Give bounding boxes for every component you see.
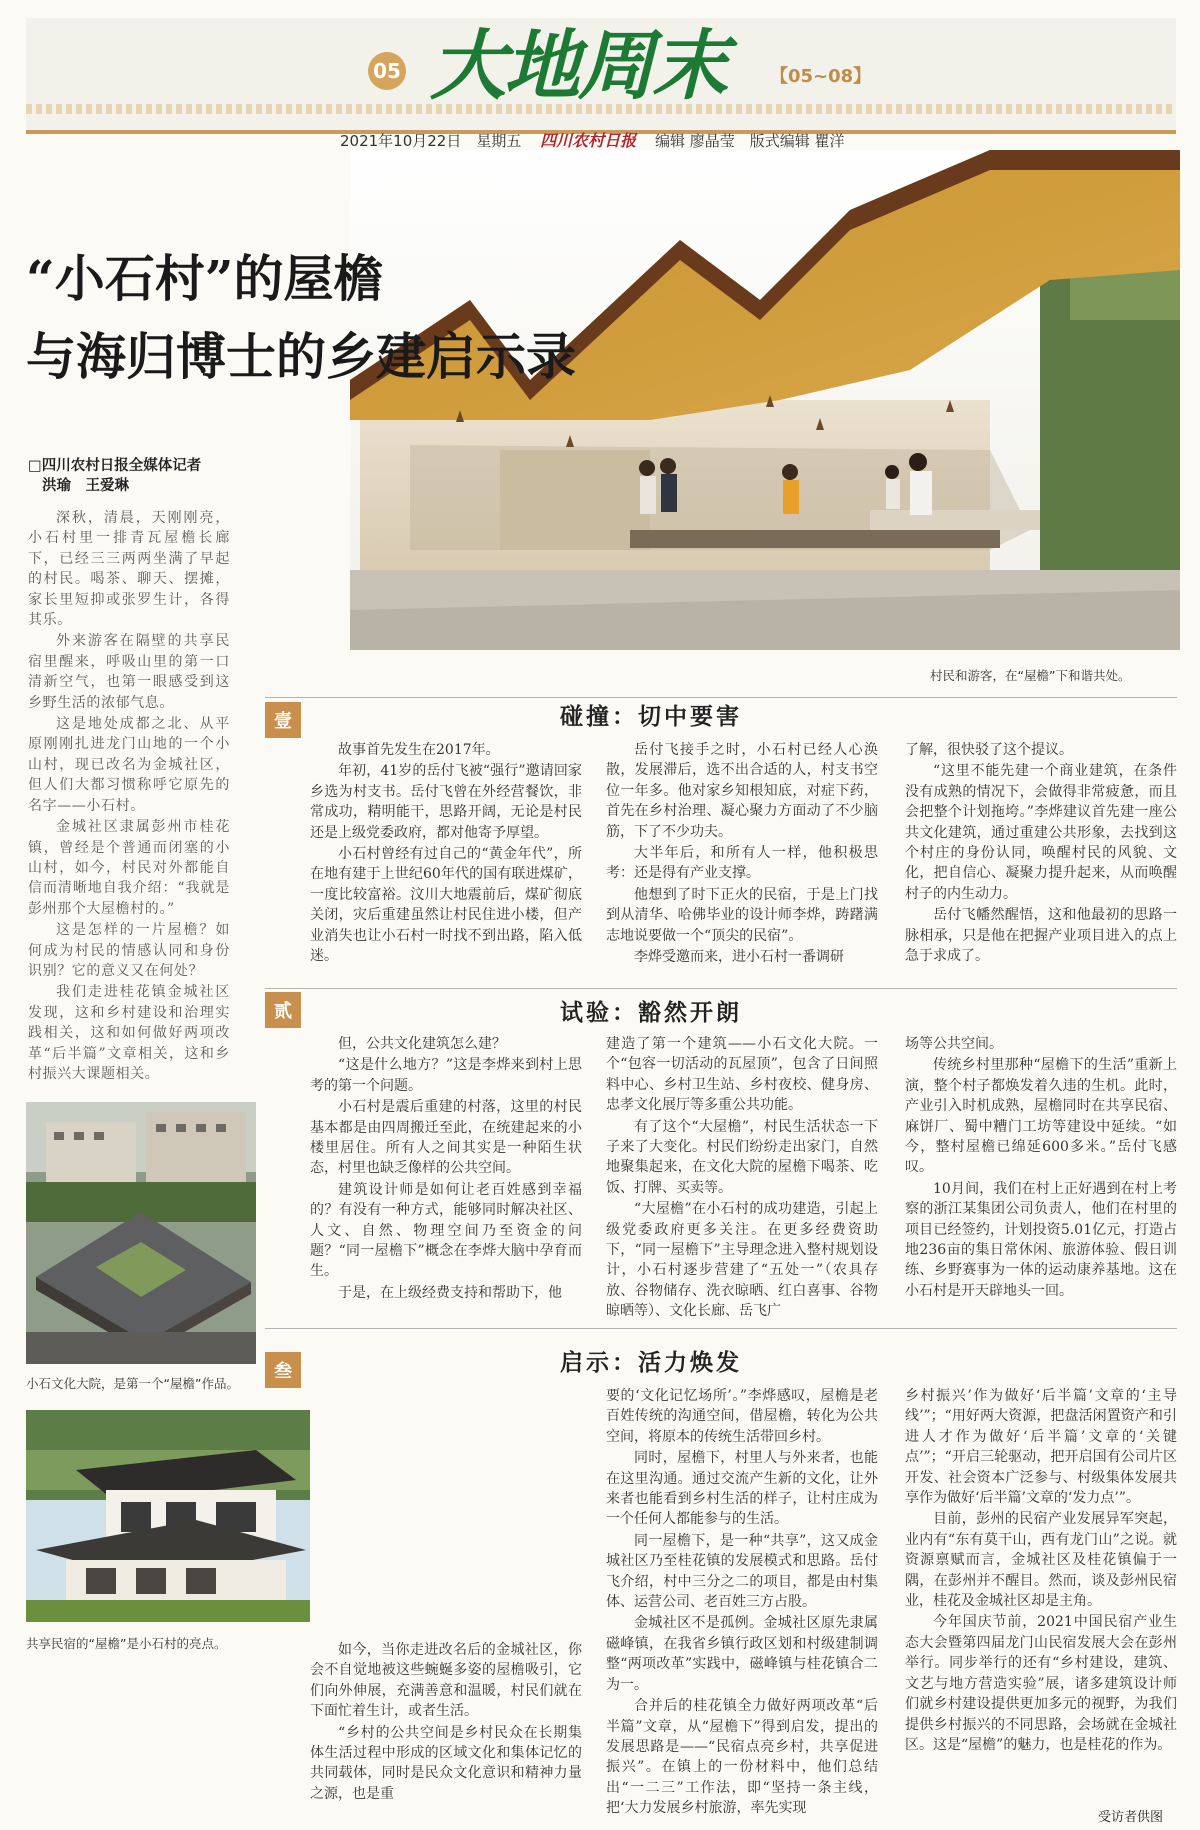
page-number-badge: 05 [368,52,406,90]
paragraph: 如今，当你走进改名后的金城社区，你会不自觉地被这些蜿蜒多姿的屋檐吸引，它们向外伸展，充满善意和温暖，村民们就在下面忙着生计，或者生活。 [310,1642,582,1720]
intro-paragraph: 这是怎样的一片屋檐？如何成为村民的情感认同和身份识别？它的意义又在何处？ [28,922,230,979]
section-1-column-1 [310,740,582,967]
paragraph: 合并后的桂花镇全力做好两项改革“后半篇”文章，从“屋檐下”得到启发，提出的发展思路是——“民宿点亮乡村，共享促进振兴”。在镇上的一份材料中，他们总结出“一二三”工作法，即“坚持一条主线，把‘大力发展乡村旅游，率先实现 [606,1698,878,1817]
paragraph: 同时，屋檐下，村里人与外来者，也能在这里沟通。通过交流产生新的文化，让外来者也能看到乡村生活的样子，让村庄成为一个任何人都能参与的生活。 [606,1450,878,1528]
section-1-title: 碰撞：切中要害 [560,703,742,730]
paragraph: 了解，很快驳了这个提议。 [905,742,1073,758]
editor-credits: 编辑 廖晶莹 版式编辑 瞿洋 [654,132,845,150]
section-2-column-3 [905,1034,1177,1302]
headline [26,240,576,396]
paragraph: 传统乡村里那种“屋檐下的生活”重新上演，整个村子都焕发着久违的生机。此时，产业引入时机成熟，屋檐同时在共享民宿、麻饼厂、蜀中糟门工坊等建设中延续。“如今，整村屋檐已绵延600多米。”岳付飞感叹。 [905,1057,1177,1176]
paragraph: “这里不能先建一个商业建筑，在条件没有成熟的情况下，会做得非常疲惫，而且会把整个计划拖垮。”李烨建议首先建一座公共文化建筑，通过重建公共形象，去找到这个村庄的身份认同，唤醒村民的风貌、文化，把自信心、凝聚力提升起来，从而唤醒村子的内生动力。 [905,763,1177,902]
hero-photo-illustration [350,150,1180,650]
paragraph: 建造了第一个建筑——小石文化大院。一个“包容一切活动的瓦屋顶”，包含了日间照料中心、乡村卫生站、乡村夜校、健身房、忠孝文化展厅等多重公共功能。 [606,1036,878,1114]
culture-courtyard-illustration [26,1102,256,1364]
section-2-title: 试验：豁然开朗 [560,999,742,1026]
paragraph: 要的‘文化记忆场所’。”李烨感叹，屋檐是老百姓传统的沟通空间，借屋檐，转化为公共空间，将原本的传统生活带回乡村。 [606,1388,878,1445]
section-1-marker: 壹 [265,702,301,738]
paragraph: 岳付飞接手之时，小石村已经人心涣散，发展滞后，选不出合适的人，村支书空位一年多。他对家乡知根知底，对症下药，首先在乡村治理、凝心聚力方面动了不少脑筋，下了不少功夫。 [606,742,878,840]
section-3-column-2 [606,1386,878,1820]
paragraph: 今年国庆节前，2021中国民宿产业生态大会暨第四届龙门山民宿发展大会在彭州举行。同步举行的还有“乡村建设，建筑、文艺与地方营造实验”展，诸多建筑设计师们就乡村建设提供更加多元的视野，为我们提供乡村振兴的不同思路，会场就在金城社区。这是“屋檐”的魅力，也是桂花的作为。 [905,1614,1177,1753]
paragraph: 目前，彭州的民宿产业发展异军突起，业内有“东有莫干山，西有龙门山”之说。就资源禀赋而言，金城社区及桂花镇偏于一隅，在彭州并不醒目。然而，谈及彭州民宿业，桂花及金城社区却是主角。 [905,1511,1177,1610]
headline-line-2: 与海归博士的乡建启示录 [26,327,576,386]
paragraph: 场等公共空间。 [905,1036,1003,1052]
paragraph: 大半年后，和所有人一样，他积极思考：还是得有产业支撑。 [606,845,878,882]
section-1-column-2 [606,740,878,968]
newspaper-logo: 四川农村日报 [540,131,637,150]
culture-courtyard-photo [26,1102,256,1364]
paragraph: 乡村振兴’作为做好‘后半篇’文章的‘主导线’”；“用好两大资源，把盘活闲置资产和引进人才作为做好‘后半篇’文章的‘关键点’”；“开启三轮驱动，把开启国有公司片区开发、社会资本广泛参与、村级集体发展共享作为做好‘后半篇’文章的‘发力点’”。 [905,1388,1177,1507]
byline-outlet: □四川农村日报全媒体记者 [28,458,202,474]
section-3-column-3 [905,1386,1177,1756]
paragraph: 有了这个“大屋檐”，村民生活状态一下子来了大变化。村民们纷纷走出家门，自然地聚集起来，在文化大院的屋檐下喝茶、吃饭、打牌、买卖等。 [606,1118,878,1196]
intro-paragraph: 这是地处成都之北、从平原刚刚扎进龙门山地的一个小山村，现已改名为金城社区，但人们大都习惯称呼它原先的名字——小石村。 [28,716,230,814]
section-2-marker: 贰 [265,992,301,1028]
section-brand-title: 大地周末 [430,21,726,110]
paragraph: 建筑设计师是如何让老百姓感到幸福的？有没有一种方式，能够同时解决社区、人文、自然、物理空间乃至资金的问题？“同一屋檐下”概念在李烨大脑中孕育而生。 [310,1181,582,1280]
headline-line-1: “小石村”的屋檐 [26,249,384,308]
shared-homestay-photo [26,1410,310,1622]
shared-homestay-illustration [26,1410,310,1622]
shared-homestay-caption: 共享民宿的“屋檐”是小石村的亮点。 [26,1636,227,1651]
section-3-divider [265,1328,1177,1329]
culture-courtyard-caption: 小石文化大院，是第一个“屋檐”作品。 [26,1376,239,1391]
intro-paragraph: 金城社区隶属彭州市桂花镇，曾经是个普通而闭塞的小山村，如今，村民对外都能自信而清晰地自我介绍：“我就是彭州那个大屋檐村的。” [28,819,230,917]
issue-date: 2021年10月22日 星期五 [340,132,522,150]
section-3-title: 启示：活力焕发 [560,1349,742,1376]
paragraph: 于是，在上级经费支持和帮助下，他 [338,1284,562,1301]
section-2-divider [265,988,1177,989]
photo-credit: 受访者供图 [1098,1810,1164,1825]
paragraph: “大屋檐”在小石村的成功建造，引起上级党委政府更多关注。在更多经费资助下，“同一屋檐下”主导理念进入整村规划设计，小石村逐步营建了“五处一”（农具存放、谷物储存、洗衣晾晒、红白喜事、谷物晾晒等）、文化长廊、岳飞广 [606,1201,878,1320]
byline [28,456,201,496]
intro-column [28,508,230,1085]
paragraph: “这是什么地方？”这是李烨来到村上思考的第一个问题。 [310,1057,582,1094]
paragraph: 金城社区不是孤例。金城社区原先隶属磁峰镇，在我省乡镇行政区划和村级建制调整“两项改革”实践中，磁峰镇与桂花镇合二为一。 [606,1615,878,1693]
paragraph: 李烨受邀而来，进小石村一番调研 [634,949,844,966]
section-3-marker: 叁 [265,1352,301,1388]
intro-paragraph: 我们走进桂花镇金城社区发现，这和乡村建设和治理实践相关，这和如何做好两项改革“后半篇”文章相关，这和乡村振兴大课题相关。 [28,984,230,1082]
section-2-column-1 [310,1034,582,1304]
paragraph: 故事首先发生在2017年。 [338,742,500,758]
dateline [340,128,844,151]
hero-caption: 村民和游客，在“屋檐”下和谐共处。 [930,668,1131,683]
intro-paragraph: 深秋，清晨，天刚刚亮，小石村里一排青瓦屋檐长廊下，已经三三两两坐满了早起的村民。喝茶、聊天、摆摊，家长里短抑或张罗生计，各得其乐。 [28,510,230,629]
paragraph: “乡村的公共空间是乡村民众在长期集体生活过程中形成的区域文化和集体记忆的共同载体，同时是民众文化意识和精神力量之源，也是重 [310,1724,582,1802]
hero-photo [350,150,1180,650]
section-1-column-3 [905,740,1177,967]
paragraph: 10月间，我们在村上正好遇到在村上考察的浙江某集团公司负责人，他们在村里的项目已经签约，计划投资5.01亿元，打造占地236亩的集日常休闲、旅游体验、假日训练、乡野赛事为一体的运动康养基地。这在小石村是开天辟地头一回。 [905,1180,1177,1299]
paragraph: 年初，41岁的岳付飞被“强行”邀请回家乡选为村支书。岳付飞曾在外经营餐饮，非常成功，精明能干，思路开阔，无论是村民还是上级党委政府，都对他寄予厚望。 [310,763,582,841]
page-range: 【05~08】 [770,66,872,87]
paragraph: 但，公共文化建筑怎么建？ [338,1036,506,1052]
paragraph: 他想到了时下正火的民宿，于是上门找到从清华、哈佛毕业的设计师李烨，踌躇满志地说要做一个“顶尖的民宿”。 [606,886,878,944]
paragraph: 小石村是震后重建的村落，这里的村民基本都是由四周搬迁至此，在统建起来的小楼里居住。所有人之间其实是一种陌生状态，村里也缺乏像样的公共空间。 [310,1099,582,1177]
section-3-column-1 [310,1640,582,1805]
byline-authors: 洪瑜 王爱琳 [42,478,129,494]
paragraph: 小石村曾经有过自己的“黄金年代”，所在地有建于上世纪60年代的国有联进煤矿，一度比较富裕。汶川大地震前后，煤矿彻底关闭，灾后重建虽然让村民住进小楼，但产业消失也让小石村一时找不到出路，陷入低迷。 [310,846,582,965]
intro-paragraph: 外来游客在隔壁的共享民宿里醒来，呼吸山里的第一口清新空气，也第一眼感受到这乡野生活的浓郁气息。 [28,633,230,711]
section-2-column-2 [606,1034,878,1323]
paragraph: 同一屋檐下，是一种“共享”，这又成金城社区乃至桂花镇的发展模式和思路。岳付飞介绍，村中三分之二的项目，都是由村集体、运营公司、老百姓三方占股。 [606,1532,878,1611]
paragraph: 岳付飞幡然醒悟，这和他最初的思路一脉相承，只是他在把握产业项目进入的点上急于求成了。 [905,907,1177,965]
